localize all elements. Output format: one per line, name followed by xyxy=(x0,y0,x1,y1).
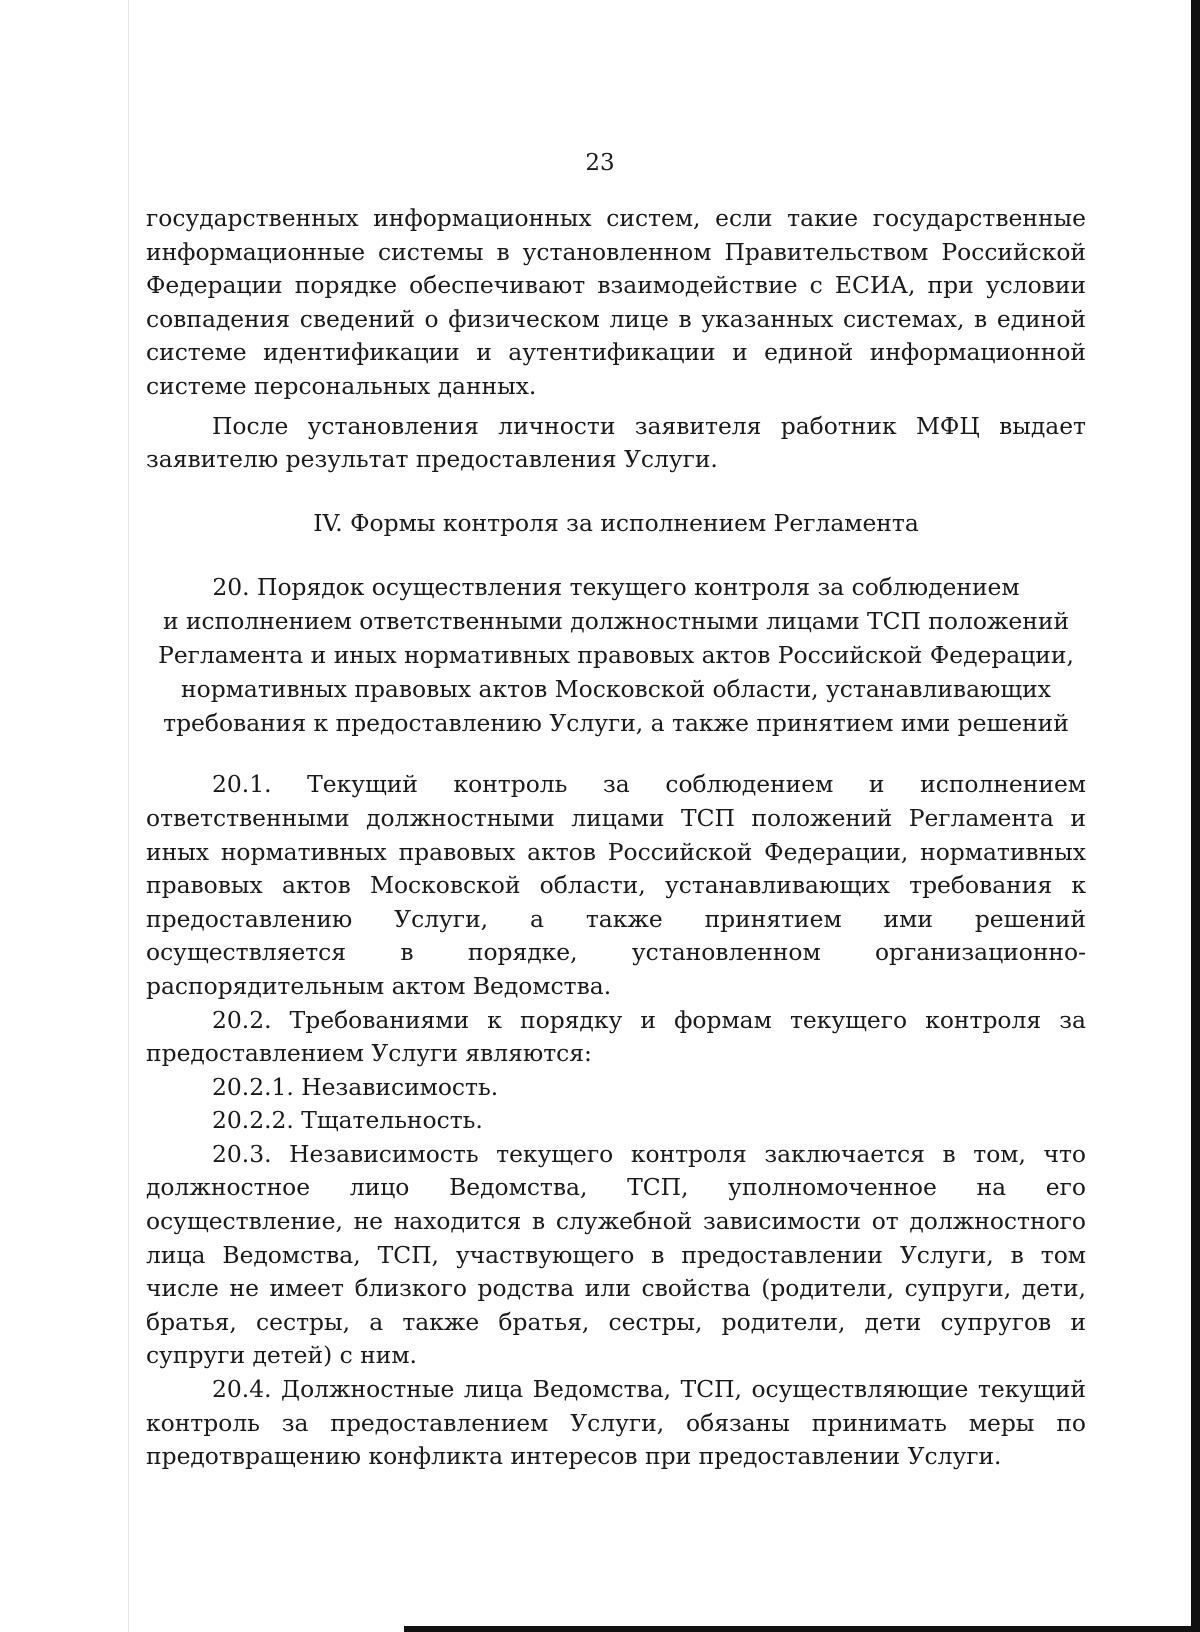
section-title: IV. Формы контроля за исполнением Регламента xyxy=(313,508,919,537)
subsection-title-line: и исполнением ответственными должностными лицами ТСП положений xyxy=(162,607,1070,636)
subsection-title-line: нормативных правовых актов Московской области, устанавливающих xyxy=(181,675,1051,704)
subsection-title xyxy=(146,570,1086,740)
item-20-3: 20.3. Независимость текущего контроля заключается в том, что должностное лицо Ведомства, ТСП, уполномоченное на его осуществление, не находится в служебной зависимости от должностного лица Ведомства, ТСП, участвующего в предоставлении Услуги, в том числе не имеет близкого родства или свойства (родители, супруги, дети, братья, сестры, а также братья, сестры, родители, дети супругов и супруги детей) с ним. xyxy=(146,1139,1086,1370)
paragraph-continued: государственных информационных систем, если такие государственные информационные системы в установленном Правительством Российской Федерации порядке обеспечивают взаимодействие с ЕСИА, при условии совпадения сведений о физическом лице в указанных системах, в единой системе идентификации и аутентификации и единой информационной системе персональных данных. xyxy=(146,204,1086,400)
item-20-2-1: 20.2.1. Независимость. xyxy=(212,1072,499,1101)
subsection-title-line: требования к предоставлению Услуги, а также принятием ими решений xyxy=(163,709,1069,738)
paragraph-result: После установления личности заявителя работник МФЦ выдает заявителю результат предоставления Услуги. xyxy=(146,411,1086,474)
item-20-2-2: 20.2.2. Тщательность. xyxy=(212,1106,483,1135)
document-body xyxy=(146,202,1086,1474)
subsection-title-line: Регламента и иных нормативных правовых актов Российской Федерации, xyxy=(158,641,1074,670)
scan-edge-right xyxy=(1191,0,1200,1632)
scan-edge-line xyxy=(128,0,129,1632)
scan-edge-bottom xyxy=(404,1626,1200,1632)
subsection-title-line: 20. Порядок осуществления текущего контроля за соблюдением xyxy=(212,573,1020,602)
item-20-4: 20.4. Должностные лица Ведомства, ТСП, осуществляющие текущий контроль за предоставлением Услуги, обязаны принимать меры по предотвращению конфликта интересов при предоставлении Услуги. xyxy=(146,1375,1086,1471)
page-number: 23 xyxy=(585,150,615,176)
item-20-1: 20.1. Текущий контроль за соблюдением и исполнением ответственными должностными лицами ТСП положений Регламента и иных нормативных правовых актов Российской Федерации, нормативных правовых актов Московской области, устанавливающих требования к предоставлению Услуги, а также принятием ими решений осуществляется в порядке, установленном организационно-распорядительным актом Ведомства. xyxy=(146,770,1086,1000)
item-20-2: 20.2. Требованиями к порядку и формам текущего контроля за предоставлением Услуги являются: xyxy=(146,1005,1086,1068)
